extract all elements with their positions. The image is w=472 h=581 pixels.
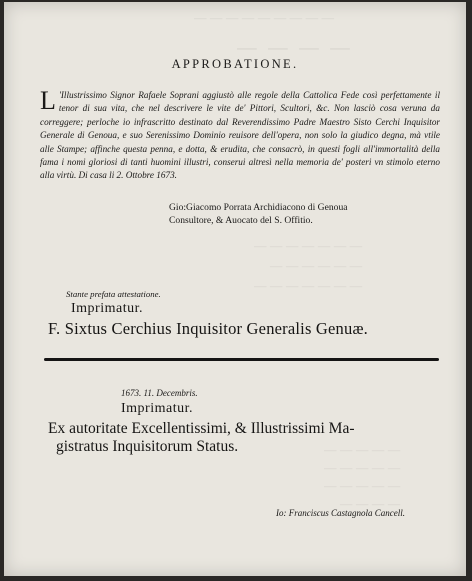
imprimatur-label: Imprimatur. — [121, 401, 193, 416]
document-page — [4, 2, 466, 576]
authority-statement — [48, 420, 448, 456]
page-title: APPROBATIONE. — [171, 57, 299, 71]
signature-line: Consultore, & Auocato del S. Offitio. — [169, 215, 313, 226]
imprimatur-date: 1673. 11. Decembris. — [121, 388, 198, 398]
imprimatur-preamble: Stante prefata attestatione. — [66, 289, 161, 299]
chancellor-signature: Io: Franciscus Castagnola Cancell. — [276, 508, 405, 518]
inquisitor-line: F. Sixtus Cerchius Inquisitor Generalis Genuæ. — [48, 319, 368, 338]
show-through-decoration: — — — — — — — — — — — — — — — — — — — — [324, 443, 401, 512]
show-through-decoration: — — — — — [234, 34, 350, 59]
show-through-decoration: — — — — — — — — — — — — — — — — — — — — — [254, 239, 363, 294]
approbation-text: 'Illustrissimo Signor Rafaele Soprani aggiustò alle regole della Cattolica Fede così perfettamente il tenor di sua vita, che nel descrivere le vite de' Pittori, Scultori, &c. Non lasciò cosa veruna da correggere; perloche io infrascritto destinato dal Reverendissimo Padre Maestro Sisto Cerchi Inquisitor Generale di Genoua, e suo Serenissimo Dominio reuisore dell'opera, non solo la giudico degna, mà vtile alle Stampe; affinche questa penna, e dotta, & erudita, che consacrò, in questi fogli all'immortalità della fama i nomi gloriosi di tanti huomini illustri, conserui altresì nella memoria de' posteri vn stimolo eterno alla virtù. Di casa li 2. Ottobre 1673. — [40, 90, 440, 181]
imprimatur-label: Imprimatur. — [71, 301, 143, 316]
drop-cap: L — [40, 86, 56, 115]
authority-line: Ex autoritate Excellentissimi, & Illustrissimi Ma- — [48, 420, 355, 437]
signature-line: Gio:Giacomo Porrata Archidiacono di Genoua — [169, 202, 348, 213]
approbation-signature — [169, 201, 439, 227]
divider-rule — [44, 358, 439, 361]
show-through-decoration: — — — — — — — — — — [194, 11, 335, 26]
approbation-paragraph — [40, 86, 440, 183]
authority-line: gistratus Inquisitorum Status. — [56, 438, 239, 455]
